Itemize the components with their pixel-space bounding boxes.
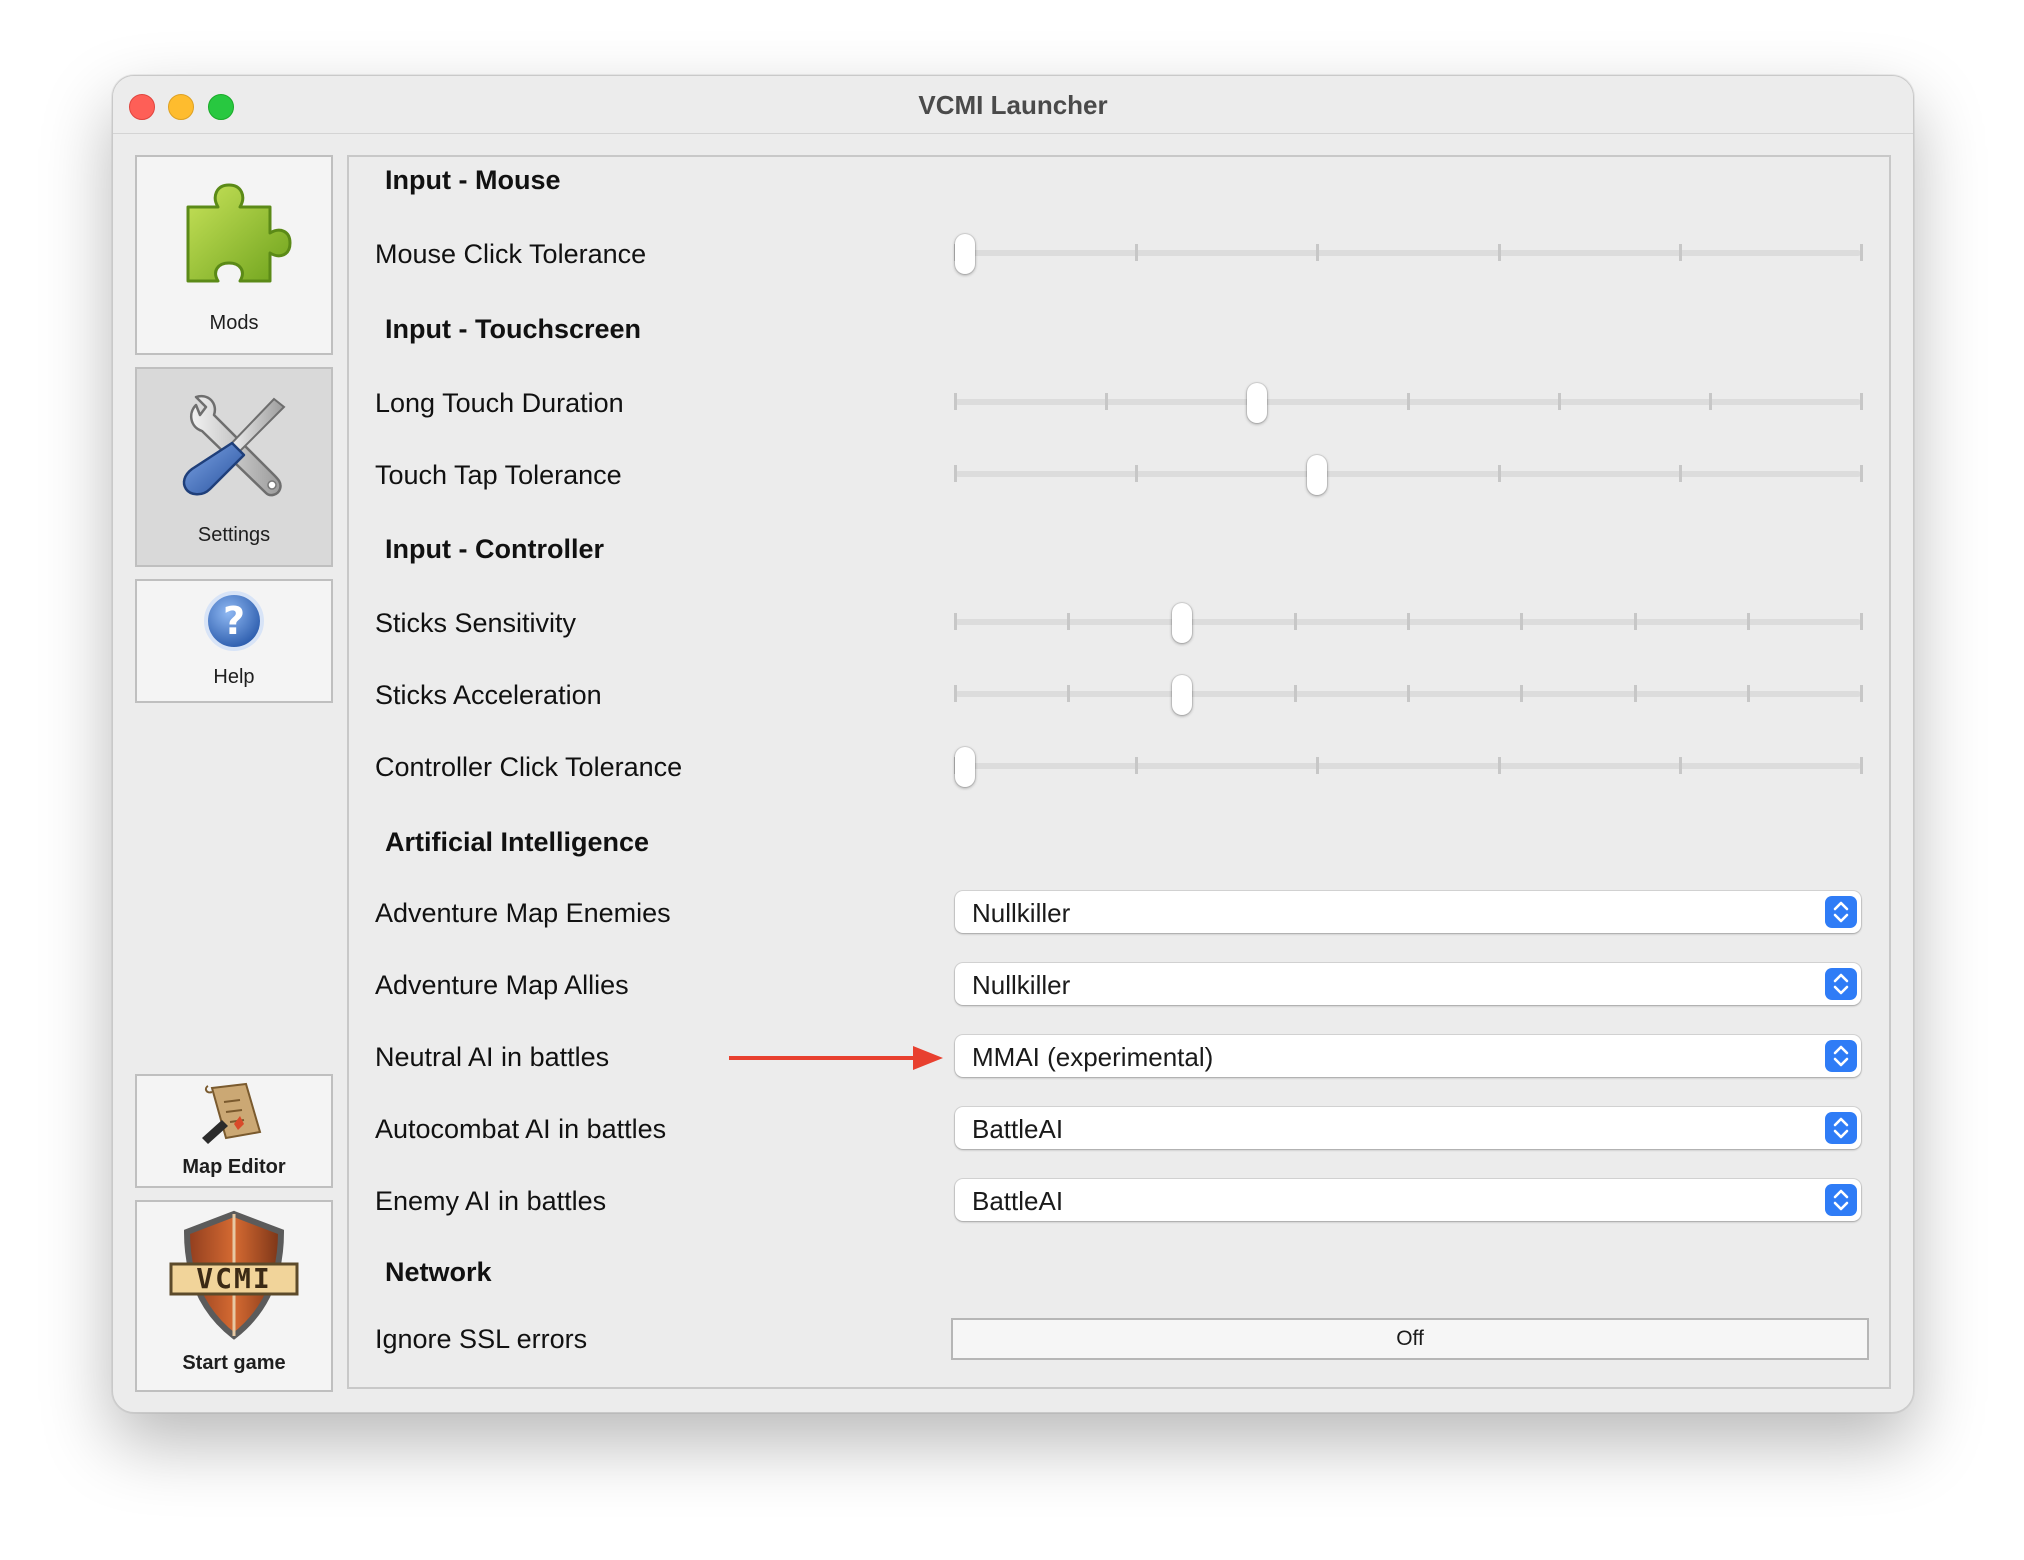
sidebar-start-game-button[interactable]: [135, 1200, 333, 1392]
sidebar-help-button[interactable]: [135, 579, 333, 703]
label-long-touch-duration: Long Touch Duration: [375, 388, 624, 418]
sidebar-mods-button[interactable]: [135, 155, 333, 355]
section-network: Network: [385, 1257, 492, 1287]
select-neutral-ai-in-battles-value: MMAI (experimental): [972, 1042, 1214, 1072]
select-adventure-map-allies[interactable]: [955, 963, 1861, 1005]
select-adventure-map-allies-value: Nullkiller: [972, 970, 1071, 1000]
slider-tick: [1294, 685, 1297, 702]
launcher-window: [112, 75, 1914, 1413]
slider-tick: [1135, 244, 1138, 261]
sidebar-help-label: Help: [213, 666, 255, 688]
slider-tick: [1634, 613, 1637, 630]
slider-handle[interactable]: [1247, 383, 1267, 423]
slider-tick: [1634, 685, 1637, 702]
select-enemy-ai-in-battles-value: BattleAI: [972, 1186, 1064, 1216]
map-scroll-icon: [198, 1080, 270, 1146]
up-down-chevron-icon: [1825, 1040, 1857, 1072]
slider-handle[interactable]: [1172, 603, 1192, 643]
label-autocombat-ai-in-battles: Autocombat AI in battles: [375, 1114, 667, 1144]
vcmi-shield-logo-icon: [169, 1208, 299, 1340]
up-down-chevron-icon: [1825, 968, 1857, 1000]
sidebar-map-editor-label: Map Editor: [182, 1156, 286, 1178]
svg-text:VCMI: VCMI: [196, 1262, 272, 1295]
slider-track: [955, 250, 1861, 256]
label-controller-click-tolerance: Controller Click Tolerance: [375, 752, 683, 782]
slider-tick: [1860, 757, 1863, 774]
slider-tick: [1679, 244, 1682, 261]
toggle-ignore-ssl-errors[interactable]: Off: [951, 1318, 1869, 1360]
window-title: VCMI Launcher: [918, 90, 1108, 120]
slider-tick: [1679, 757, 1682, 774]
slider-tick: [1747, 685, 1750, 702]
label-sticks-acceleration: Sticks Acceleration: [375, 680, 602, 710]
section-input-controller: Input - Controller: [385, 534, 604, 564]
slider-tick: [1294, 613, 1297, 630]
sidebar-settings-label: Settings: [197, 524, 271, 546]
slider-tick: [1067, 613, 1070, 630]
select-enemy-ai-in-battles[interactable]: [955, 1179, 1861, 1221]
select-autocombat-ai-in-battles[interactable]: [955, 1107, 1861, 1149]
slider-handle[interactable]: [955, 234, 975, 274]
slider-tick: [1498, 465, 1501, 482]
red-arrow-annotation-icon: [729, 1043, 945, 1073]
help-question-icon: [202, 589, 266, 653]
slider-tick: [1135, 757, 1138, 774]
slider-tick: [954, 613, 957, 630]
label-neutral-ai-in-battles: Neutral AI in battles: [375, 1042, 610, 1072]
sidebar-settings-button[interactable]: [135, 367, 333, 567]
up-down-chevron-icon: [1825, 1112, 1857, 1144]
up-down-chevron-icon: [1825, 1184, 1857, 1216]
slider-tick: [954, 465, 957, 482]
slider-handle[interactable]: [1172, 675, 1192, 715]
select-neutral-ai-in-battles[interactable]: [955, 1035, 1861, 1077]
up-down-chevron-icon: [1825, 896, 1857, 928]
slider-sticks-acceleration[interactable]: [955, 675, 1861, 715]
label-ignore-ssl-errors: Ignore SSL errors: [375, 1324, 588, 1354]
puzzle-piece-icon: [174, 175, 294, 295]
slider-tick: [1860, 465, 1863, 482]
title-bar: [113, 76, 1913, 134]
section-artificial-intelligence: Artificial Intelligence: [385, 827, 650, 857]
select-autocombat-ai-in-battles-value: BattleAI: [972, 1114, 1064, 1144]
slider-tick: [1498, 757, 1501, 774]
slider-handle[interactable]: [1307, 455, 1327, 495]
slider-controller-click-tolerance[interactable]: [955, 747, 1861, 787]
slider-tick: [1520, 613, 1523, 630]
slider-tick: [1316, 244, 1319, 261]
slider-tick: [1558, 393, 1561, 410]
label-sticks-sensitivity: Sticks Sensitivity: [375, 608, 577, 638]
slider-tick: [1520, 685, 1523, 702]
label-enemy-ai-in-battles: Enemy AI in battles: [375, 1186, 607, 1216]
slider-tick: [1407, 613, 1410, 630]
sidebar-start-game-label: Start game: [182, 1352, 286, 1374]
slider-mouse-click-tolerance[interactable]: [955, 234, 1861, 274]
slider-tick: [1498, 244, 1501, 261]
select-adventure-map-enemies[interactable]: [955, 891, 1861, 933]
slider-tick: [1860, 244, 1863, 261]
slider-tick: [1679, 465, 1682, 482]
slider-tick: [1747, 613, 1750, 630]
slider-handle[interactable]: [955, 747, 975, 787]
slider-tick: [1407, 685, 1410, 702]
slider-sticks-sensitivity[interactable]: [955, 603, 1861, 643]
slider-touch-tap-tolerance[interactable]: [955, 455, 1861, 495]
slider-tick: [1860, 685, 1863, 702]
label-adventure-map-allies: Adventure Map Allies: [375, 970, 629, 1000]
slider-tick: [1316, 757, 1319, 774]
sidebar-mods-label: Mods: [209, 312, 259, 334]
label-mouse-click-tolerance: Mouse Click Tolerance: [375, 239, 647, 269]
slider-tick: [954, 393, 957, 410]
section-input-mouse: Input - Mouse: [385, 165, 561, 195]
slider-tick: [1860, 393, 1863, 410]
slider-track: [955, 471, 1861, 477]
label-touch-tap-tolerance: Touch Tap Tolerance: [375, 460, 622, 490]
svg-text:?: ?: [222, 599, 246, 643]
slider-tick: [1135, 465, 1138, 482]
slider-tick: [954, 685, 957, 702]
label-adventure-map-enemies: Adventure Map Enemies: [375, 898, 671, 928]
slider-tick: [1067, 685, 1070, 702]
section-input-touchscreen: Input - Touchscreen: [385, 314, 642, 344]
slider-tick: [1105, 393, 1108, 410]
slider-tick: [1709, 393, 1712, 410]
slider-tick: [1407, 393, 1410, 410]
select-adventure-map-enemies-value: Nullkiller: [972, 898, 1071, 928]
tools-icon: [174, 385, 294, 505]
sidebar-map-editor-button[interactable]: [135, 1074, 333, 1188]
settings-panel: [347, 155, 1891, 1389]
slider-tick: [1860, 613, 1863, 630]
slider-track: [955, 763, 1861, 769]
slider-long-touch-duration[interactable]: [955, 383, 1861, 423]
